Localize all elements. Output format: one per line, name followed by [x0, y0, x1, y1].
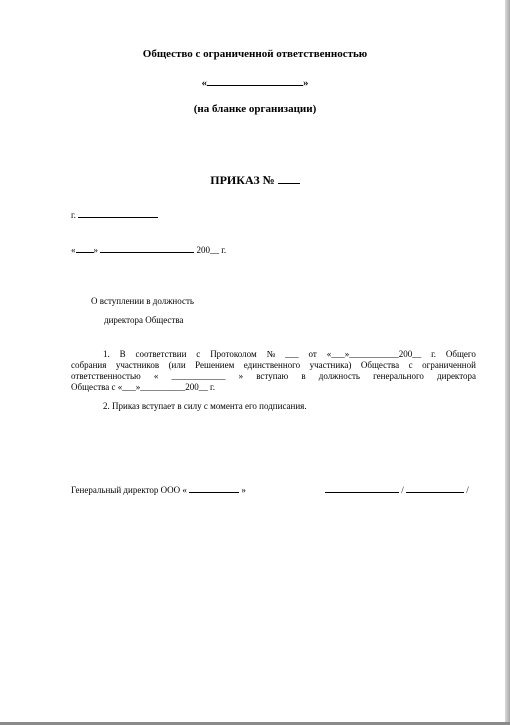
item-1-line-3: [71, 371, 476, 382]
date-month-blank: [100, 243, 194, 253]
item-1-last-line-text: Общества с «___»__________200__ г.: [71, 382, 215, 392]
item-2-paragraph: [103, 401, 307, 412]
item-1-word: «: [153, 371, 159, 381]
item-1-word: с: [408, 360, 413, 370]
city-line: [71, 208, 158, 221]
subject-line-1: [91, 296, 194, 307]
date-year: 200__ г.: [196, 245, 227, 255]
item-1-word: 1.: [103, 349, 110, 359]
item-1-word: с: [196, 349, 201, 359]
signature-blank: [325, 483, 399, 493]
subject-line-2: [104, 315, 183, 326]
org-name-quote-open: «: [201, 77, 207, 89]
item-1-word: №: [266, 349, 276, 359]
letterhead-note-text: (на бланке организации): [193, 103, 317, 115]
order-number-blank: [278, 173, 300, 184]
item-1-line-1: [71, 349, 476, 360]
item-1-word: ограниченной: [422, 360, 476, 370]
date-quote-close: »: [93, 245, 98, 255]
signature-quote-close: »: [241, 485, 246, 495]
item-1-word: от: [308, 349, 317, 359]
item-1-word: ответственностью: [71, 371, 141, 381]
city-blank: [78, 208, 158, 218]
item-1-word: ____________: [171, 371, 226, 381]
item-1-word: Решением: [195, 360, 235, 370]
item-1-word: Протоколом: [210, 349, 257, 359]
org-type-text: Общество с ограниченной ответственностью: [142, 48, 368, 60]
item-1-word: участников: [115, 360, 160, 370]
item-1-word: директора: [437, 371, 476, 381]
signature-company-blank: [189, 483, 239, 493]
signature-slash-1: /: [401, 485, 404, 495]
item-1-word: Общества: [360, 360, 400, 370]
item-1-word: г.: [431, 349, 437, 359]
date-quote-open: «: [71, 245, 76, 255]
item-1-word: единственного: [243, 360, 301, 370]
date-day-blank: [76, 243, 94, 253]
item-1-word: «___»___________200__: [326, 349, 422, 359]
item-1-line-2: [71, 360, 476, 371]
signature-title-line: [71, 483, 246, 496]
signature-fields: [325, 483, 469, 496]
item-1-word: »: [238, 371, 244, 381]
item-2-text: 2. Приказ вступает в силу с момента его подписания.: [103, 401, 307, 411]
item-1-line-4: [71, 382, 476, 393]
subject-line-2-text: директора Общества: [104, 315, 184, 325]
item-1-word: соответствии: [135, 349, 187, 359]
item-1-word: собрания: [71, 360, 107, 370]
item-1-word: ___: [285, 349, 299, 359]
org-name-blank: [207, 76, 303, 86]
item-1-word: в: [301, 371, 306, 381]
item-1-word: (или: [168, 360, 186, 370]
subject-line-1-text: О вступлении в должность: [91, 296, 194, 306]
signature-title: Генеральный директор ООО «: [71, 485, 187, 495]
item-1-word: Общего: [445, 349, 476, 359]
org-name-quote-close: »: [303, 77, 309, 89]
letterhead-note: [0, 103, 510, 116]
date-line: [71, 243, 226, 256]
org-name-line: [0, 76, 510, 90]
item-1-word: В: [119, 349, 126, 359]
item-1-word: генерального: [373, 371, 424, 381]
signature-slash-2: /: [466, 485, 469, 495]
item-1-word: вступаю: [256, 371, 289, 381]
signature-name-blank: [406, 483, 464, 493]
item-1-paragraph: [71, 349, 476, 393]
city-prefix: г.: [71, 210, 76, 220]
item-1-word: должность: [318, 371, 360, 381]
org-type-heading: [0, 48, 510, 61]
item-1-word: участника): [309, 360, 352, 370]
order-title-text: ПРИКАЗ №: [210, 173, 275, 187]
order-title: [0, 173, 510, 187]
